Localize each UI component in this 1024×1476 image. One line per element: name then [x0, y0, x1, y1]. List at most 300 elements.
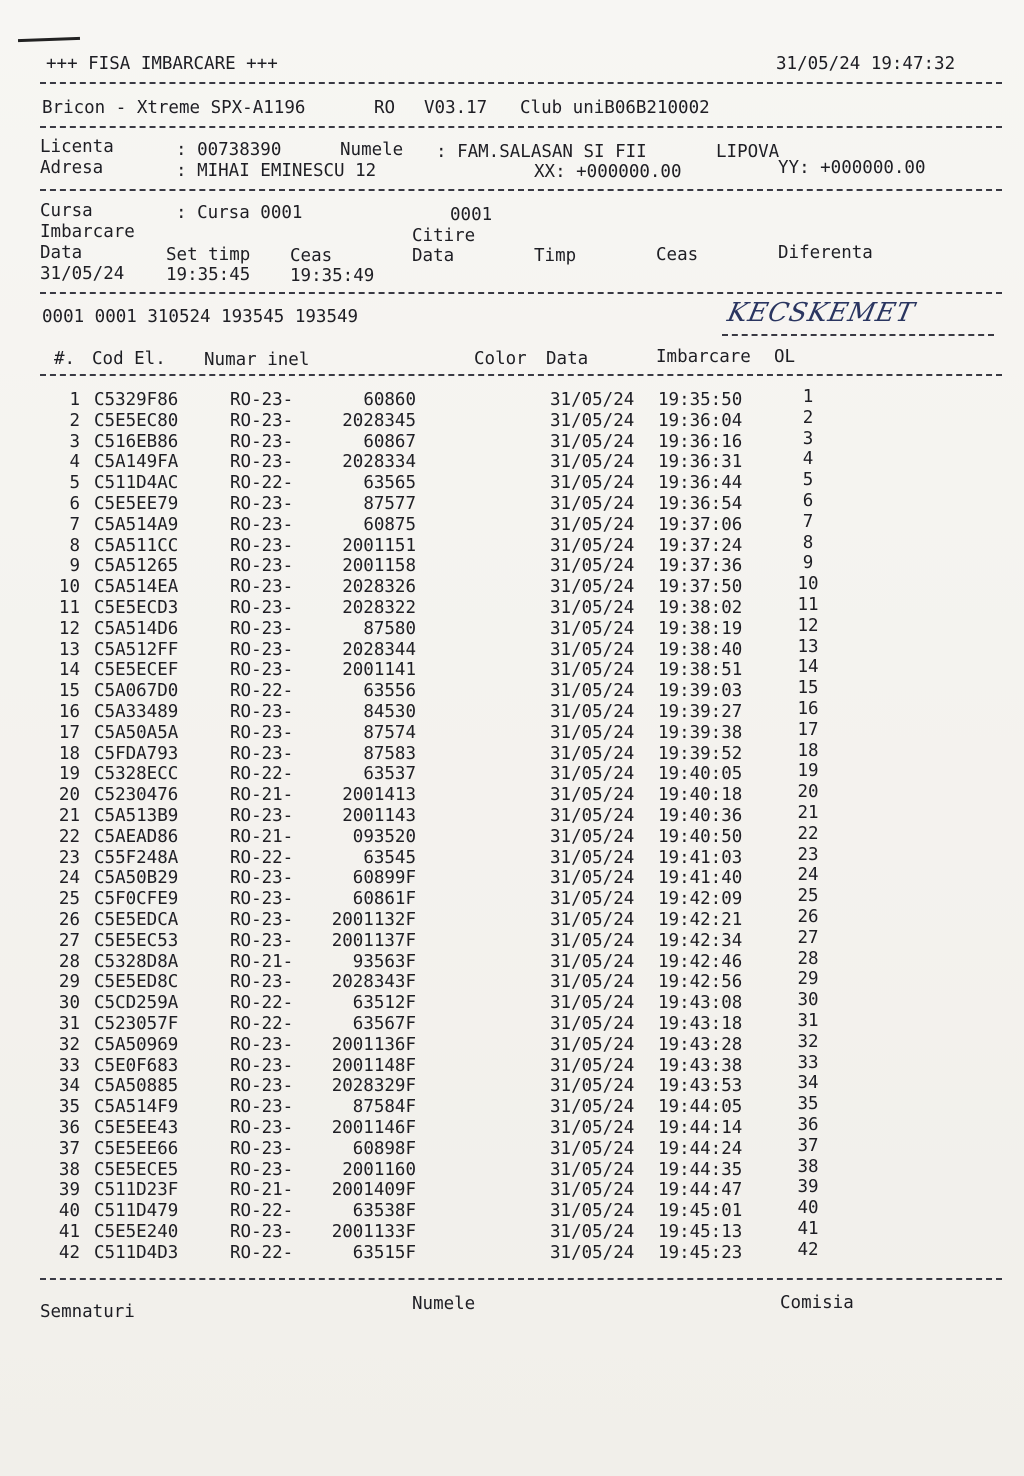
row-index: 18 — [58, 743, 80, 764]
row-electronic-code: C5F0CFE9 — [94, 889, 179, 910]
row-index: 39 — [58, 1180, 80, 1201]
row-date: 31/05/24 — [550, 1055, 635, 1076]
row-ring-prefix: RO-22- — [230, 1201, 294, 1222]
row-ol: 28 — [797, 948, 819, 969]
row-ring-prefix: RO-23- — [230, 577, 294, 598]
row-index: 26 — [58, 910, 80, 930]
row-ring-prefix: RO-22- — [230, 1014, 294, 1034]
row-time: 19:39:52 — [658, 743, 743, 764]
row-time: 19:45:13 — [658, 1222, 743, 1242]
row-electronic-code: C5A514A9 — [94, 514, 179, 535]
row-electronic-code: C5A51265 — [94, 556, 179, 577]
table-row — [0, 636, 1024, 661]
row-time: 19:44:05 — [658, 1097, 743, 1118]
col-header-color: Color — [474, 349, 527, 369]
device-name: Bricon - Xtreme SPX-A1196 — [42, 98, 306, 118]
row-time: 19:42:09 — [658, 889, 743, 910]
row-ol: 37 — [797, 1135, 819, 1156]
row-index: 32 — [58, 1034, 80, 1055]
row-electronic-code: C511D23F — [94, 1180, 179, 1201]
row-electronic-code: C511D4D3 — [94, 1242, 179, 1263]
row-ol: 14 — [797, 657, 819, 678]
row-electronic-code: C5E5ECE5 — [94, 1159, 179, 1180]
row-ring-prefix: RO-23- — [230, 1034, 294, 1055]
row-date: 31/05/24 — [550, 722, 635, 743]
row-ol: 6 — [802, 491, 814, 511]
table-row — [0, 803, 1024, 827]
row-electronic-code: C5E5EE43 — [94, 1118, 179, 1138]
row-date: 31/05/24 — [550, 660, 635, 681]
table-row — [0, 532, 1024, 557]
row-time: 19:38:40 — [658, 639, 743, 660]
print-datetime: 31/05/24 19:47:32 — [776, 54, 956, 74]
row-index: 34 — [58, 1076, 80, 1097]
row-date: 31/05/24 — [550, 431, 635, 452]
row-ring-prefix: RO-23- — [230, 743, 294, 764]
row-time: 19:41:40 — [658, 868, 743, 889]
table-row — [0, 927, 1024, 952]
row-electronic-code: C5A067D0 — [94, 681, 179, 702]
row-electronic-code: C5A512FF — [94, 639, 179, 660]
table-row — [0, 1094, 1024, 1118]
table-row — [0, 491, 1024, 515]
table-row — [0, 1052, 1024, 1077]
row-ring-prefix: RO-23- — [230, 535, 294, 556]
row-ol: 38 — [797, 1156, 819, 1177]
row-time: 19:37:50 — [658, 577, 743, 598]
row-date: 31/05/24 — [550, 826, 635, 847]
table-row — [0, 595, 1024, 619]
row-date: 31/05/24 — [550, 847, 635, 868]
row-index: 30 — [58, 993, 80, 1014]
row-date: 31/05/24 — [550, 1180, 635, 1201]
table-row — [0, 407, 1024, 432]
row-index: 2 — [69, 410, 80, 431]
row-ring-prefix: RO-23- — [230, 722, 294, 743]
row-ring-number: 63565 — [363, 473, 416, 494]
row-ring-number: 2028334 — [342, 452, 416, 473]
data-label: Data — [40, 243, 83, 263]
row-electronic-code: C5E5EC53 — [94, 930, 179, 951]
table-row — [0, 1073, 1024, 1097]
row-date: 31/05/24 — [550, 1076, 635, 1097]
table-row — [0, 615, 1024, 640]
row-date: 31/05/24 — [550, 494, 635, 514]
row-ring-prefix: RO-23- — [230, 1138, 294, 1159]
row-ring-prefix: RO-21- — [230, 785, 294, 806]
table-row — [0, 907, 1024, 931]
row-electronic-code: C5328ECC — [94, 764, 179, 785]
row-time: 19:43:08 — [658, 993, 743, 1014]
row-ol: 2 — [802, 407, 814, 428]
timp-label: Timp — [534, 246, 577, 266]
divider — [40, 1278, 1002, 1280]
row-date: 31/05/24 — [550, 556, 635, 577]
row-electronic-code: C5A514D6 — [94, 618, 179, 639]
row-time: 19:35:50 — [658, 390, 743, 410]
row-date: 31/05/24 — [550, 535, 635, 556]
row-time: 19:40:18 — [658, 785, 743, 806]
row-electronic-code: C5329F86 — [94, 390, 179, 410]
row-ring-number: 93563F — [352, 951, 416, 972]
licenta-value: : 00738390 — [176, 140, 282, 160]
row-electronic-code: C5A514F9 — [94, 1097, 179, 1118]
row-index: 15 — [58, 681, 80, 702]
row-ol: 41 — [797, 1219, 819, 1239]
row-ring-number: 2001151 — [342, 535, 416, 556]
row-ring-number: 87583 — [363, 743, 416, 764]
row-index: 6 — [69, 494, 80, 514]
row-index: 14 — [58, 660, 80, 681]
club-id: Club uniB06B210002 — [520, 98, 710, 118]
table-row — [0, 1177, 1024, 1201]
row-ring-prefix: RO-21- — [230, 951, 294, 972]
set-timp-label: Set timp — [166, 245, 251, 265]
row-time: 19:41:03 — [658, 847, 743, 868]
row-ring-number: 63545 — [363, 847, 416, 868]
row-ol: 12 — [797, 615, 819, 636]
table-row — [0, 1135, 1024, 1160]
table-row — [0, 1239, 1024, 1264]
row-time: 19:43:53 — [658, 1076, 743, 1097]
row-ol: 16 — [797, 699, 819, 719]
row-ol: 1 — [802, 387, 814, 407]
handwritten-location: KECSKEMET — [724, 298, 918, 328]
row-date: 31/05/24 — [550, 514, 635, 535]
row-ol: 32 — [797, 1031, 819, 1052]
row-date: 31/05/24 — [550, 1138, 635, 1159]
row-ol: 27 — [797, 927, 819, 948]
row-ol: 5 — [802, 470, 814, 491]
row-ring-prefix: RO-23- — [230, 390, 294, 410]
row-ol: 24 — [797, 865, 819, 886]
citire-data-label: Data — [412, 246, 455, 266]
numele-value: : FAM.SALASAN SI FII — [436, 142, 647, 162]
semnaturi-label: Semnaturi — [40, 1302, 135, 1322]
row-index: 21 — [58, 806, 80, 826]
row-date: 31/05/24 — [550, 702, 635, 722]
row-time: 19:37:06 — [658, 514, 743, 535]
row-ol: 25 — [797, 886, 819, 907]
row-time: 19:39:03 — [658, 681, 743, 702]
cursa-label: Cursa — [40, 201, 93, 221]
row-index: 36 — [58, 1118, 80, 1138]
table-row — [0, 761, 1024, 785]
row-date: 31/05/24 — [550, 577, 635, 598]
row-index: 3 — [69, 431, 80, 452]
row-ring-prefix: RO-23- — [230, 452, 294, 473]
row-ring-prefix: RO-23- — [230, 660, 294, 681]
row-index: 8 — [69, 535, 80, 556]
table-row — [0, 740, 1024, 765]
table-row — [0, 1219, 1024, 1243]
row-ol: 10 — [797, 574, 819, 595]
row-electronic-code: C5A149FA — [94, 452, 179, 473]
divider — [40, 126, 1002, 128]
row-time: 19:36:31 — [658, 452, 743, 473]
adresa-label: Adresa — [40, 158, 104, 178]
row-ol: 35 — [797, 1094, 819, 1115]
row-ol: 15 — [797, 678, 819, 699]
row-electronic-code: C5A514EA — [94, 577, 179, 598]
row-time: 19:42:34 — [658, 930, 743, 951]
imbarcare-label: Imbarcare — [40, 222, 135, 242]
row-electronic-code: C5230476 — [94, 785, 179, 806]
row-ring-prefix: RO-22- — [230, 1242, 294, 1263]
table-row — [0, 782, 1024, 806]
table-row — [0, 844, 1024, 869]
row-ol: 26 — [797, 907, 819, 927]
row-index: 22 — [58, 826, 80, 847]
row-electronic-code: C5E5ECEF — [94, 660, 179, 681]
row-date: 31/05/24 — [550, 390, 635, 410]
row-ol: 17 — [797, 719, 819, 740]
row-ol: 22 — [797, 823, 819, 844]
row-ring-number: 60860 — [363, 390, 416, 410]
row-ring-number: 2028345 — [342, 410, 416, 431]
row-time: 19:40:50 — [658, 826, 743, 847]
table-row — [0, 657, 1024, 681]
row-index: 37 — [58, 1138, 80, 1159]
row-ring-prefix: RO-23- — [230, 598, 294, 618]
row-electronic-code: C5A50885 — [94, 1076, 179, 1097]
row-ol: 13 — [797, 636, 819, 657]
row-index: 13 — [58, 639, 80, 660]
divider — [40, 189, 1002, 191]
row-ring-number: 63537 — [363, 764, 416, 785]
row-date: 31/05/24 — [550, 972, 635, 993]
row-date: 31/05/24 — [550, 930, 635, 951]
coord-xx: XX: +000000.00 — [534, 162, 682, 182]
numele-label: Numele — [340, 140, 404, 160]
row-date: 31/05/24 — [550, 452, 635, 473]
row-date: 31/05/24 — [550, 743, 635, 764]
row-electronic-code: C5E5ED8C — [94, 972, 179, 993]
row-ring-number: 87577 — [363, 494, 416, 514]
row-ring-prefix: RO-21- — [230, 826, 294, 847]
row-ol: 21 — [797, 803, 819, 823]
row-ol: 34 — [797, 1073, 819, 1094]
row-ring-prefix: RO-23- — [230, 972, 294, 993]
row-index: 27 — [58, 930, 80, 951]
table-row — [0, 553, 1024, 577]
summary-line: 0001 0001 310524 193545 193549 — [42, 307, 359, 327]
col-header-cod: Cod El. — [92, 349, 166, 369]
row-date: 31/05/24 — [550, 1118, 635, 1138]
coord-yy: YY: +000000.00 — [778, 158, 926, 178]
row-index: 9 — [69, 556, 80, 577]
row-ring-prefix: RO-23- — [230, 910, 294, 930]
row-date: 31/05/24 — [550, 1242, 635, 1263]
table-row — [0, 387, 1024, 411]
divider — [40, 374, 1002, 376]
row-ring-number: 63538F — [352, 1201, 416, 1222]
row-ring-number: 2028322 — [342, 598, 416, 618]
row-ring-prefix: RO-23- — [230, 1118, 294, 1138]
row-ring-number: 60867 — [363, 431, 416, 452]
row-time: 19:43:18 — [658, 1014, 743, 1034]
row-ring-prefix: RO-23- — [230, 639, 294, 660]
row-ring-number: 2028344 — [342, 639, 416, 660]
table-row — [0, 969, 1024, 993]
row-ol: 39 — [797, 1177, 819, 1198]
row-ring-prefix: RO-23- — [230, 1159, 294, 1180]
row-index: 33 — [58, 1055, 80, 1076]
row-ring-number: 2001133F — [331, 1222, 416, 1242]
row-index: 35 — [58, 1097, 80, 1118]
row-date: 31/05/24 — [550, 1097, 635, 1118]
row-time: 19:42:56 — [658, 972, 743, 993]
table-row — [0, 1031, 1024, 1056]
row-ring-number: 63556 — [363, 681, 416, 702]
row-time: 19:44:35 — [658, 1159, 743, 1180]
row-electronic-code: C5A33489 — [94, 702, 179, 722]
table-row — [0, 511, 1024, 536]
row-ring-number: 87574 — [363, 722, 416, 743]
row-ol: 9 — [802, 553, 814, 574]
row-electronic-code: C5CD259A — [94, 993, 179, 1014]
row-index: 41 — [58, 1222, 80, 1242]
row-ring-number: 60875 — [363, 514, 416, 535]
row-ring-number: 2001141 — [342, 660, 416, 681]
row-ol: 40 — [797, 1198, 819, 1219]
row-electronic-code: C5E5EDCA — [94, 910, 179, 930]
row-date: 31/05/24 — [550, 598, 635, 618]
row-time: 19:36:44 — [658, 473, 743, 494]
ceas-label: Ceas — [290, 246, 333, 266]
table-row — [0, 990, 1024, 1014]
table-row — [0, 948, 1024, 973]
row-ring-number: 60898F — [352, 1138, 416, 1159]
row-ol: 29 — [797, 969, 819, 990]
table-row — [0, 699, 1024, 723]
row-ring-prefix: RO-22- — [230, 764, 294, 785]
divider — [40, 82, 1002, 84]
row-ring-number: 63515F — [352, 1242, 416, 1263]
row-date: 31/05/24 — [550, 951, 635, 972]
row-time: 19:38:02 — [658, 598, 743, 618]
table-row — [0, 428, 1024, 453]
row-electronic-code: C5E0F683 — [94, 1055, 179, 1076]
owner-city: LIPOVA — [716, 142, 780, 162]
citire-label: Citire — [412, 226, 476, 246]
col-header-nr: #. — [54, 349, 76, 369]
diferenta-label: Diferenta — [778, 243, 873, 263]
row-ring-prefix: RO-23- — [230, 556, 294, 577]
table-row — [0, 1011, 1024, 1035]
row-ol: 33 — [797, 1052, 819, 1073]
row-index: 7 — [69, 514, 80, 535]
row-date: 31/05/24 — [550, 910, 635, 930]
row-ol: 31 — [797, 1011, 819, 1031]
row-index: 12 — [58, 618, 80, 639]
divider — [40, 292, 1002, 294]
row-ring-number: 2028326 — [342, 577, 416, 598]
row-time: 19:38:19 — [658, 618, 743, 639]
row-ring-prefix: RO-23- — [230, 1222, 294, 1242]
row-ring-prefix: RO-22- — [230, 847, 294, 868]
table-row — [0, 886, 1024, 910]
row-ring-number: 2001143 — [342, 806, 416, 826]
row-index: 5 — [69, 473, 80, 494]
row-index: 40 — [58, 1201, 80, 1222]
divider — [722, 334, 994, 336]
col-header-numar-inel: Numar inel — [204, 350, 310, 370]
row-index: 28 — [58, 951, 80, 972]
row-ring-prefix: RO-23- — [230, 618, 294, 639]
row-ring-number: 2001409F — [331, 1180, 416, 1201]
row-ring-prefix: RO-23- — [230, 1055, 294, 1076]
row-time: 19:43:28 — [658, 1034, 743, 1055]
row-time: 19:42:46 — [658, 951, 743, 972]
row-time: 19:37:36 — [658, 556, 743, 577]
row-ol: 3 — [802, 428, 814, 449]
row-ring-prefix: RO-21- — [230, 1180, 294, 1201]
row-time: 19:44:24 — [658, 1138, 743, 1159]
row-time: 19:36:16 — [658, 431, 743, 452]
row-index: 11 — [58, 598, 80, 618]
footer-numele-label: Numele — [412, 1294, 476, 1314]
row-ring-number: 63567F — [352, 1014, 416, 1034]
row-date: 31/05/24 — [550, 993, 635, 1014]
row-date: 31/05/24 — [550, 806, 635, 826]
row-ring-number: 2001413 — [342, 785, 416, 806]
row-index: 25 — [58, 889, 80, 910]
row-index: 20 — [58, 785, 80, 806]
row-date: 31/05/24 — [550, 889, 635, 910]
table-row — [0, 574, 1024, 598]
set-timp-value: 19:35:45 — [166, 265, 251, 285]
row-time: 19:45:23 — [658, 1242, 743, 1263]
licenta-label: Licenta — [40, 137, 114, 157]
row-electronic-code: C5A50B29 — [94, 868, 179, 889]
row-electronic-code: C5A513B9 — [94, 806, 179, 826]
row-electronic-code: C5AEAD86 — [94, 826, 179, 847]
row-time: 19:40:36 — [658, 806, 743, 826]
row-time: 19:44:14 — [658, 1118, 743, 1138]
row-ring-prefix: RO-23- — [230, 494, 294, 514]
row-ring-number: 2028343F — [331, 972, 416, 993]
row-index: 10 — [58, 577, 80, 598]
row-time: 19:43:38 — [658, 1055, 743, 1076]
row-ring-prefix: RO-23- — [230, 1097, 294, 1118]
row-ring-prefix: RO-23- — [230, 514, 294, 535]
row-index: 19 — [58, 764, 80, 785]
row-time: 19:37:24 — [658, 535, 743, 556]
row-ring-prefix: RO-23- — [230, 431, 294, 452]
row-ring-prefix: RO-23- — [230, 702, 294, 722]
row-electronic-code: C5A50969 — [94, 1034, 179, 1055]
row-ring-number: 84530 — [363, 702, 416, 722]
row-electronic-code: C5E5EE66 — [94, 1138, 179, 1159]
row-electronic-code: C511D479 — [94, 1201, 179, 1222]
row-ring-number: 63512F — [352, 993, 416, 1014]
row-electronic-code: C55F248A — [94, 847, 179, 868]
row-ring-number: 2001136F — [331, 1034, 416, 1055]
row-date: 31/05/24 — [550, 639, 635, 660]
adresa-value: : MIHAI EMINESCU 12 — [176, 161, 377, 181]
row-index: 38 — [58, 1159, 80, 1180]
table-row — [0, 865, 1024, 889]
row-ring-number: 2001148F — [331, 1055, 416, 1076]
cursa-value: : Cursa 0001 — [176, 203, 303, 223]
comisia-label: Comisia — [780, 1293, 854, 1313]
row-index: 24 — [58, 868, 80, 889]
row-time: 19:42:21 — [658, 910, 743, 930]
row-electronic-code: C5E5EC80 — [94, 410, 179, 431]
row-date: 31/05/24 — [550, 1222, 635, 1242]
row-ring-number: 2001160 — [342, 1159, 416, 1180]
